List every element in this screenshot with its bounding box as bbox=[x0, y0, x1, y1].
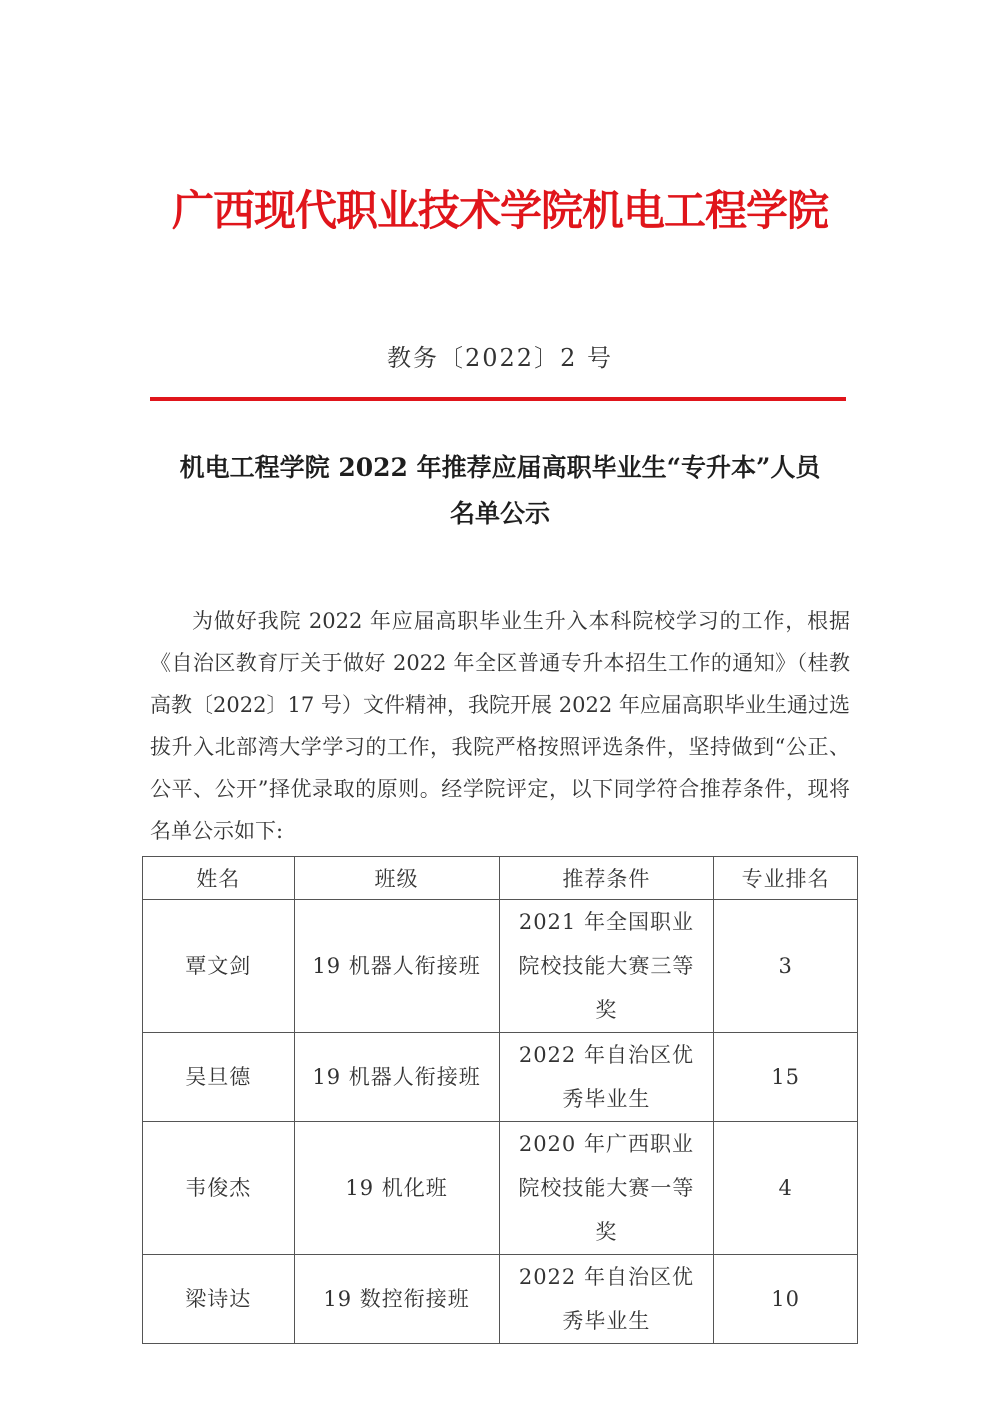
header-rank: 专业排名 bbox=[714, 857, 858, 900]
cell-name: 覃文剑 bbox=[143, 900, 295, 1033]
cell-rank: 10 bbox=[714, 1255, 858, 1344]
cell-condition-text: 2020 年广西职业院校技能大赛一等奖 bbox=[518, 1132, 695, 1244]
document-title-line-2: 名单公示 bbox=[449, 499, 550, 528]
cell-condition bbox=[499, 1255, 714, 1344]
document-title-line-1: 机电工程学院 2022 年推荐应届高职毕业生“专升本”人员 bbox=[179, 453, 821, 482]
cell-name: 韦俊杰 bbox=[143, 1122, 295, 1255]
cell-condition bbox=[499, 1033, 714, 1122]
cell-class: 19 机器人衔接班 bbox=[294, 900, 499, 1033]
cell-condition bbox=[499, 900, 714, 1033]
header-condition: 推荐条件 bbox=[499, 857, 714, 900]
cell-condition bbox=[499, 1122, 714, 1255]
cell-rank: 4 bbox=[714, 1122, 858, 1255]
cell-class: 19 数控衔接班 bbox=[294, 1255, 499, 1344]
recommendation-table bbox=[142, 856, 858, 1344]
table-row bbox=[143, 1122, 858, 1255]
header-name: 姓名 bbox=[143, 857, 295, 900]
cell-name: 吴旦德 bbox=[143, 1033, 295, 1122]
header-class: 班级 bbox=[294, 857, 499, 900]
cell-condition-text: 2021 年全国职业院校技能大赛三等奖 bbox=[518, 910, 695, 1022]
document-number: 教务〔2022〕2 号 bbox=[387, 344, 613, 372]
cell-condition-text: 2022 年自治区优秀毕业生 bbox=[518, 1265, 694, 1333]
table-row bbox=[143, 900, 858, 1033]
cell-name: 梁诗达 bbox=[143, 1255, 295, 1344]
red-divider-rule bbox=[150, 397, 846, 401]
cell-rank: 3 bbox=[714, 900, 858, 1033]
table-row bbox=[143, 1033, 858, 1122]
cell-condition-text: 2022 年自治区优秀毕业生 bbox=[518, 1043, 694, 1111]
issuer-heading: 广西现代职业技术学院机电工程学院 bbox=[171, 186, 828, 235]
table-header-row bbox=[143, 857, 858, 900]
body-paragraph: 为做好我院 2022 年应届高职毕业生升入本科院校学习的工作，根据《自治区教育厅关于做好 2022 年全区普通专升本招生工作的通知》（桂教高教〔2022〕17 号）文件精神，我院开展 2022 年应届高职毕业生通过选拔升入北部湾大学学习的工作，我院严格按照评选条件，坚持做到“公正、公平、公开”择优录取的原则。经学院评定，以下同学符合推荐条件，现将名单公示如下: bbox=[150, 609, 850, 843]
document-title bbox=[130, 445, 870, 537]
cell-class: 19 机化班 bbox=[294, 1122, 499, 1255]
table-row bbox=[143, 1255, 858, 1344]
cell-class: 19 机器人衔接班 bbox=[294, 1033, 499, 1122]
cell-rank: 15 bbox=[714, 1033, 858, 1122]
